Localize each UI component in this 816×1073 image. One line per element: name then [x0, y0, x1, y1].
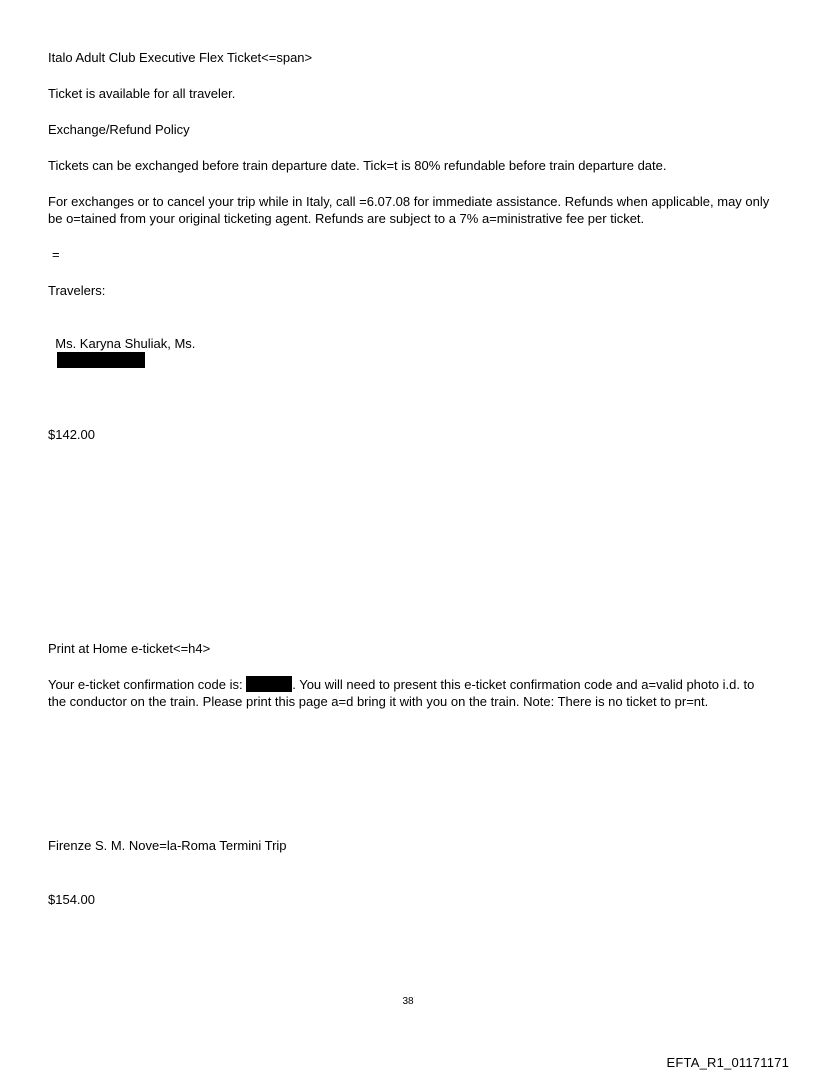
eticket-instructions [48, 676, 763, 710]
trip-price: $154.00 [48, 892, 95, 907]
trip-name: Firenze S. M. Nove=la-Roma Termini Trip [48, 838, 287, 853]
eticket-text-after-code: . You will need to present this e-ticket confirmation code and a=valid photo i.d. to the conductor on the train. Please print this page a=d bring it with you on the train. Note: There is no ticket to pr=nt. [48, 677, 755, 709]
redacted-confirmation-code [246, 676, 292, 692]
ticket-price: $142.00 [48, 427, 95, 442]
eticket-heading: Print at Home e-ticket<=h4> [48, 641, 211, 656]
travelers-label: Travelers: [48, 283, 106, 298]
stray-equals-sign: = [52, 247, 60, 262]
policy-heading: Exchange/Refund Policy [48, 122, 190, 137]
document-id: EFTA_R1_01171171 [666, 1055, 789, 1070]
eticket-text-before-code: Your e-ticket confirmation code is: [48, 677, 247, 692]
policy-refund-text: For exchanges or to cancel your trip while in Italy, call =6.07.08 for immediate assistance. Refunds when applicable, may only be o=tained from your original ticketing agent. Refunds are subject to a 7% a=ministrative fee per ticket. [48, 194, 770, 226]
policy-exchange-text: Tickets can be exchanged before train departure date. Tick=t is 80% refundable before train departure date. [48, 158, 667, 173]
redacted-traveler-name [57, 352, 145, 368]
page-number: 38 [402, 996, 414, 1007]
ticket-title: Italo Adult Club Executive Flex Ticket<=span> [48, 50, 313, 65]
ticket-availability: Ticket is available for all traveler. [48, 86, 236, 101]
travelers-row [48, 318, 195, 369]
travelers-names: Ms. Karyna Shuliak, Ms. [55, 336, 196, 351]
